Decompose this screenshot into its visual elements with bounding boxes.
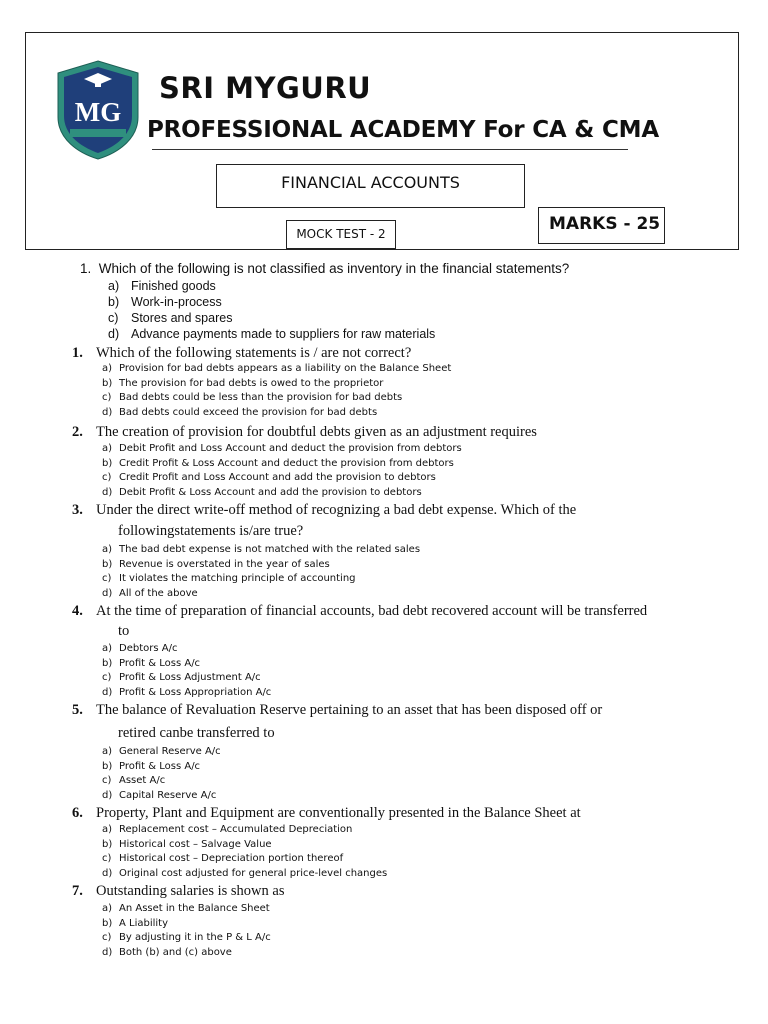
question-6 [72,805,581,822]
question-3 [72,502,577,539]
option-item: b) Profit & Loss A/c [102,760,201,772]
question-number: 1. [80,261,92,276]
question-7-options [102,902,271,960]
option-item: c) Credit Profit and Loss Account and add the provision to debtors [102,472,436,484]
logo-letters: MG [74,97,122,127]
question-number: 1. [72,345,83,361]
question-number: 7. [72,883,83,899]
question-number: 3. [72,502,83,518]
academy-subtitle: PROFESSIONAL ACADEMY For CA & CMA [147,117,659,143]
question-6-options [102,823,387,881]
header-box [25,32,739,250]
option-item: b) Profit & Loss A/c [102,657,201,669]
option-item: a) General Reserve A/c [102,746,221,757]
option-item: d) Debit Profit & Loss Account and add the provision to debtors [102,486,422,498]
question-text: The creation of provision for doubtful debts given as an adjustment requires [96,424,537,440]
question-2-options [102,442,462,500]
question-number: 6. [72,805,83,821]
question-5 [72,702,603,741]
option-item: b) Credit Profit & Loss Account and deduct the provision from debtors [102,457,454,469]
header-rule [152,149,628,150]
option-item: d) Both (b) and (c) above [102,946,232,958]
question-continuation: retired canbe transferred to [118,725,275,741]
question-text: Which of the following statements is / are not correct? [96,345,412,361]
option-item: a) An Asset in the Balance Sheet [102,903,270,914]
question-text: Which of the following is not classified as inventory in the financial statements? [98,261,570,276]
question-continuation: followingstatements is/are true? [118,523,304,539]
option-item: b) The provision for bad debts is owed to the proprietor [102,377,384,389]
academy-logo [54,59,142,161]
option-item: d) Profit & Loss Appropriation A/c [102,686,272,698]
option-item: a) Replacement cost – Accumulated Depreciation [102,824,353,835]
option-item: b) Work-in-process [108,295,222,309]
option-item: b) Revenue is overstated in the year of sales [102,558,330,570]
option-item: c) Stores and spares [108,311,233,325]
question-number: 2. [72,424,83,440]
marks-label: MARKS - 25 [538,207,665,244]
option-item: c) Historical cost – Depreciation portion thereof [102,853,344,865]
academy-name: SRI MYGURU [159,71,372,105]
question-text: At the time of preparation of financial accounts, bad debt recovered account will be transferred [96,603,648,619]
question-7 [72,883,284,900]
question-2 [72,424,537,441]
question-1 [72,345,411,362]
question-text: Outstanding salaries is shown as [96,883,285,899]
option-item: a) Debit Profit and Loss Account and deduct the provision from debtors [102,443,462,454]
intro-question [80,261,570,341]
question-text: The balance of Revaluation Reserve pertaining to an asset that has been disposed off or [96,702,603,718]
option-item: a) Finished goods [108,279,216,293]
option-item: c) It violates the matching principle of accounting [102,573,356,585]
option-item: d) Bad debts could exceed the provision for bad debts [102,406,378,418]
subject-title: FINANCIAL ACCOUNTS [216,164,525,208]
option-item: d) Original cost adjusted for general price-level changes [102,867,388,879]
question-number: 5. [72,702,83,718]
question-4-options [102,642,271,700]
question-4 [72,603,648,639]
question-text: Under the direct write-off method of recognizing a bad debt expense. Which of the [96,502,577,518]
option-item: a) The bad debt expense is not matched with the related sales [102,544,421,555]
option-item: c) Profit & Loss Adjustment A/c [102,672,261,684]
option-item: d) All of the above [102,587,198,599]
question-text: Property, Plant and Equipment are conventionally presented in the Balance Sheet at [96,805,581,821]
option-item: a) Debtors A/c [102,643,178,654]
option-item: b) Historical cost – Salvage Value [102,838,272,850]
question-continuation: to [118,623,130,639]
option-item: b) A Liability [102,917,169,929]
option-item: d) Capital Reserve A/c [102,789,217,801]
option-item: c) By adjusting it in the P & L A/c [102,932,271,944]
question-1-options [102,362,451,420]
question-3-options [102,543,420,601]
option-item: a) Provision for bad debts appears as a liability on the Balance Sheet [102,363,452,374]
mock-test-label: MOCK TEST - 2 [286,220,396,249]
question-5-options [102,745,221,803]
option-item: c) Bad debts could be less than the provision for bad debts [102,392,403,404]
option-item: c) Asset A/c [102,775,166,787]
question-number: 4. [72,603,83,619]
option-item: d) Advance payments made to suppliers for raw materials [108,327,436,341]
